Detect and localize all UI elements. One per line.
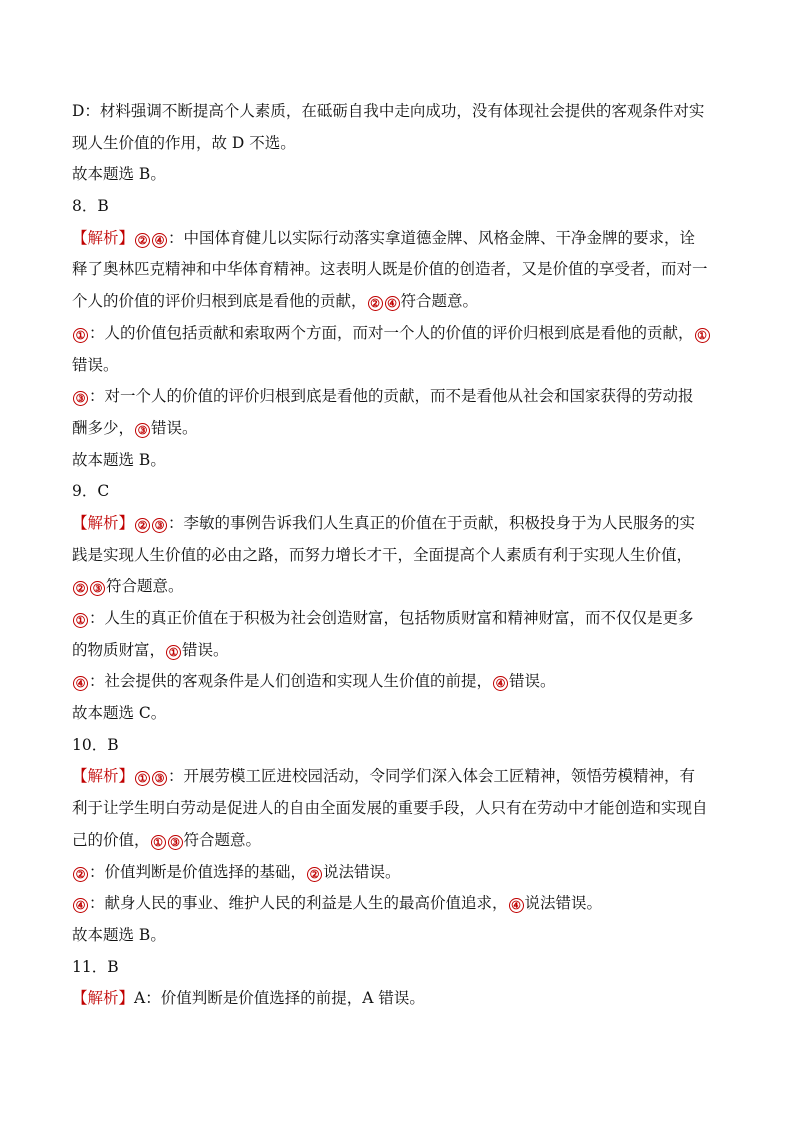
circled-number [384,292,401,310]
circled-number-glyph: ③ [73,391,88,406]
text-line [72,191,724,223]
circled-number [134,514,151,532]
text-line [72,920,724,952]
circled-number [694,324,711,342]
circled-number [72,863,89,881]
text-segment: 现人生价值的作用，故 D 不选。 [72,133,296,152]
text-line [72,445,724,477]
circled-number [72,672,89,690]
circled-number [151,767,168,785]
text-segment: 错误。 [151,418,198,437]
circled-number [72,387,89,405]
text-line [72,128,724,160]
text-line [72,571,724,603]
circled-number [72,894,89,912]
text-segment: 释了奥林匹克精神和中华体育精神。这表明人既是价值的创造者，又是价值的享受者，而对一 [72,260,708,279]
circled-number-glyph: ③ [135,423,150,438]
text-line [72,286,724,318]
circled-number [134,419,151,437]
analysis-label: 【解析】 [72,989,135,1008]
circled-number-glyph: ② [135,518,150,533]
text-line [72,318,724,350]
text-segment: 的物质财富， [72,640,166,659]
text-line [72,476,724,508]
text-segment: 践是实现人生价值的必由之路，而努力增长才干，全面提高个人素质有利于实现人生价值， [72,545,693,564]
text-segment: 己的价值， [72,830,150,849]
text-segment: D：材料强调不断提高个人素质，在砥砺自我中走向成功，没有体现社会提供的客观条件对实 [72,102,705,120]
circled-number-glyph: ② [368,296,383,311]
text-segment: 错误。 [72,355,119,374]
text-line [72,793,724,825]
text-line [72,254,724,286]
circled-number-glyph: ③ [152,518,167,533]
circled-number-glyph: ③ [152,771,167,786]
text-segment: 8．B [72,197,109,216]
circled-number [167,831,184,849]
text-segment: ：开展劳模工匠进校园活动，令同学们深入体会工匠精神，领悟劳模精神，有 [168,767,696,786]
text-segment: 错误。 [509,672,556,691]
circled-number-glyph: ④ [152,233,167,248]
circled-number [150,831,167,849]
text-line [72,983,724,1015]
text-segment: 故本题选 B。 [72,165,166,184]
text-line [72,508,724,540]
circled-number-glyph: ② [73,581,88,596]
circled-number [72,609,89,627]
text-line [72,413,724,445]
analysis-label: 【解析】 [72,767,135,786]
text-segment: 利于让学生明白劳动是促进人的自由全面发展的重要手段，人只有在劳动中才能创造和实现自 [72,799,708,818]
text-line [72,159,724,191]
text-segment: ：李敏的事例告诉我们人生真正的价值在于贡献，积极投身于为人民服务的实 [168,513,696,532]
text-segment: 故本题选 C。 [72,704,167,723]
text-line [72,635,724,667]
text-segment: ：社会提供的客观条件是人们创造和实现人生价值的前提， [89,672,493,691]
text-line [72,381,724,413]
text-segment: A：价值判断是价值选择的前提，A 错误。 [134,989,425,1008]
circled-number-glyph: ① [151,835,166,850]
circled-number-glyph: ④ [73,676,88,691]
circled-number-glyph: ① [135,771,150,786]
text-segment: ：价值判断是价值选择的基础， [89,862,307,881]
text-line [72,666,724,698]
circled-number [134,767,151,785]
text-segment: ：对一个人的价值的评价归根到底是看他的贡献，而不是看他从社会和国家获得的劳动报 [89,387,694,406]
circled-number-glyph: ③ [90,581,105,596]
circled-number-glyph: ① [695,328,710,343]
circled-number-glyph: ① [73,613,88,628]
circled-number [72,324,89,342]
text-line [72,698,724,730]
text-segment: 符合题意。 [183,830,262,849]
text-segment: 说法错误。 [323,862,401,881]
circled-number [72,577,89,595]
circled-number [165,641,182,659]
text-line [72,952,724,984]
text-segment: 9．C [72,482,110,501]
text-line [72,888,724,920]
text-segment: 故本题选 B。 [72,925,166,944]
circled-number-glyph: ② [135,233,150,248]
circled-number-glyph: ④ [385,296,400,311]
circled-number-glyph: ① [166,645,181,660]
text-segment: 11．B [72,957,119,976]
text-line [72,540,724,572]
text-segment: 酬多少， [72,418,135,437]
circled-number-glyph: ③ [168,835,183,850]
circled-number [306,863,323,881]
text-segment: 符合题意。 [400,292,479,311]
text-line [72,350,724,382]
circled-number-glyph: ④ [73,898,88,913]
circled-number-glyph: ④ [509,898,524,913]
text-line [72,223,724,255]
circled-number [89,577,106,595]
text-line [72,96,724,128]
circled-number-glyph: ② [307,867,322,882]
analysis-label: 【解析】 [72,228,135,247]
text-line [72,857,724,889]
text-segment: ：献身人民的事业、维护人民的利益是人生的最高价值追求， [89,894,508,913]
text-segment: 符合题意。 [106,577,184,596]
text-line [72,603,724,635]
text-segment: 个人的价值的评价归根到底是看他的贡献， [72,292,367,311]
circled-number-glyph: ① [73,328,88,343]
text-line [72,730,724,762]
circled-number [151,229,168,247]
text-line [72,761,724,793]
analysis-label: 【解析】 [72,513,135,532]
text-line [72,825,724,857]
circled-number [151,514,168,532]
circled-number [367,292,384,310]
text-segment: 错误。 [182,640,229,659]
document-page [72,96,724,1015]
text-segment: 10．B [72,735,119,754]
circled-number-glyph: ② [73,867,88,882]
circled-number [492,672,509,690]
circled-number [508,894,525,912]
text-segment: ：人生的真正价值在于积极为社会创造财富，包括物质财富和精神财富，而不仅仅是更多 [89,609,694,627]
text-segment: ：人的价值包括贡献和索取两个方面，而对一个人的价值的评价归根到底是看他的贡献， [89,323,694,342]
text-segment: ：中国体育健儿以实际行动落实拿道德金牌、风格金牌、干净金牌的要求，诠 [168,228,696,247]
circled-number [134,229,151,247]
circled-number-glyph: ④ [493,676,508,691]
text-segment: 说法错误。 [524,894,603,913]
text-segment: 故本题选 B。 [72,450,166,469]
